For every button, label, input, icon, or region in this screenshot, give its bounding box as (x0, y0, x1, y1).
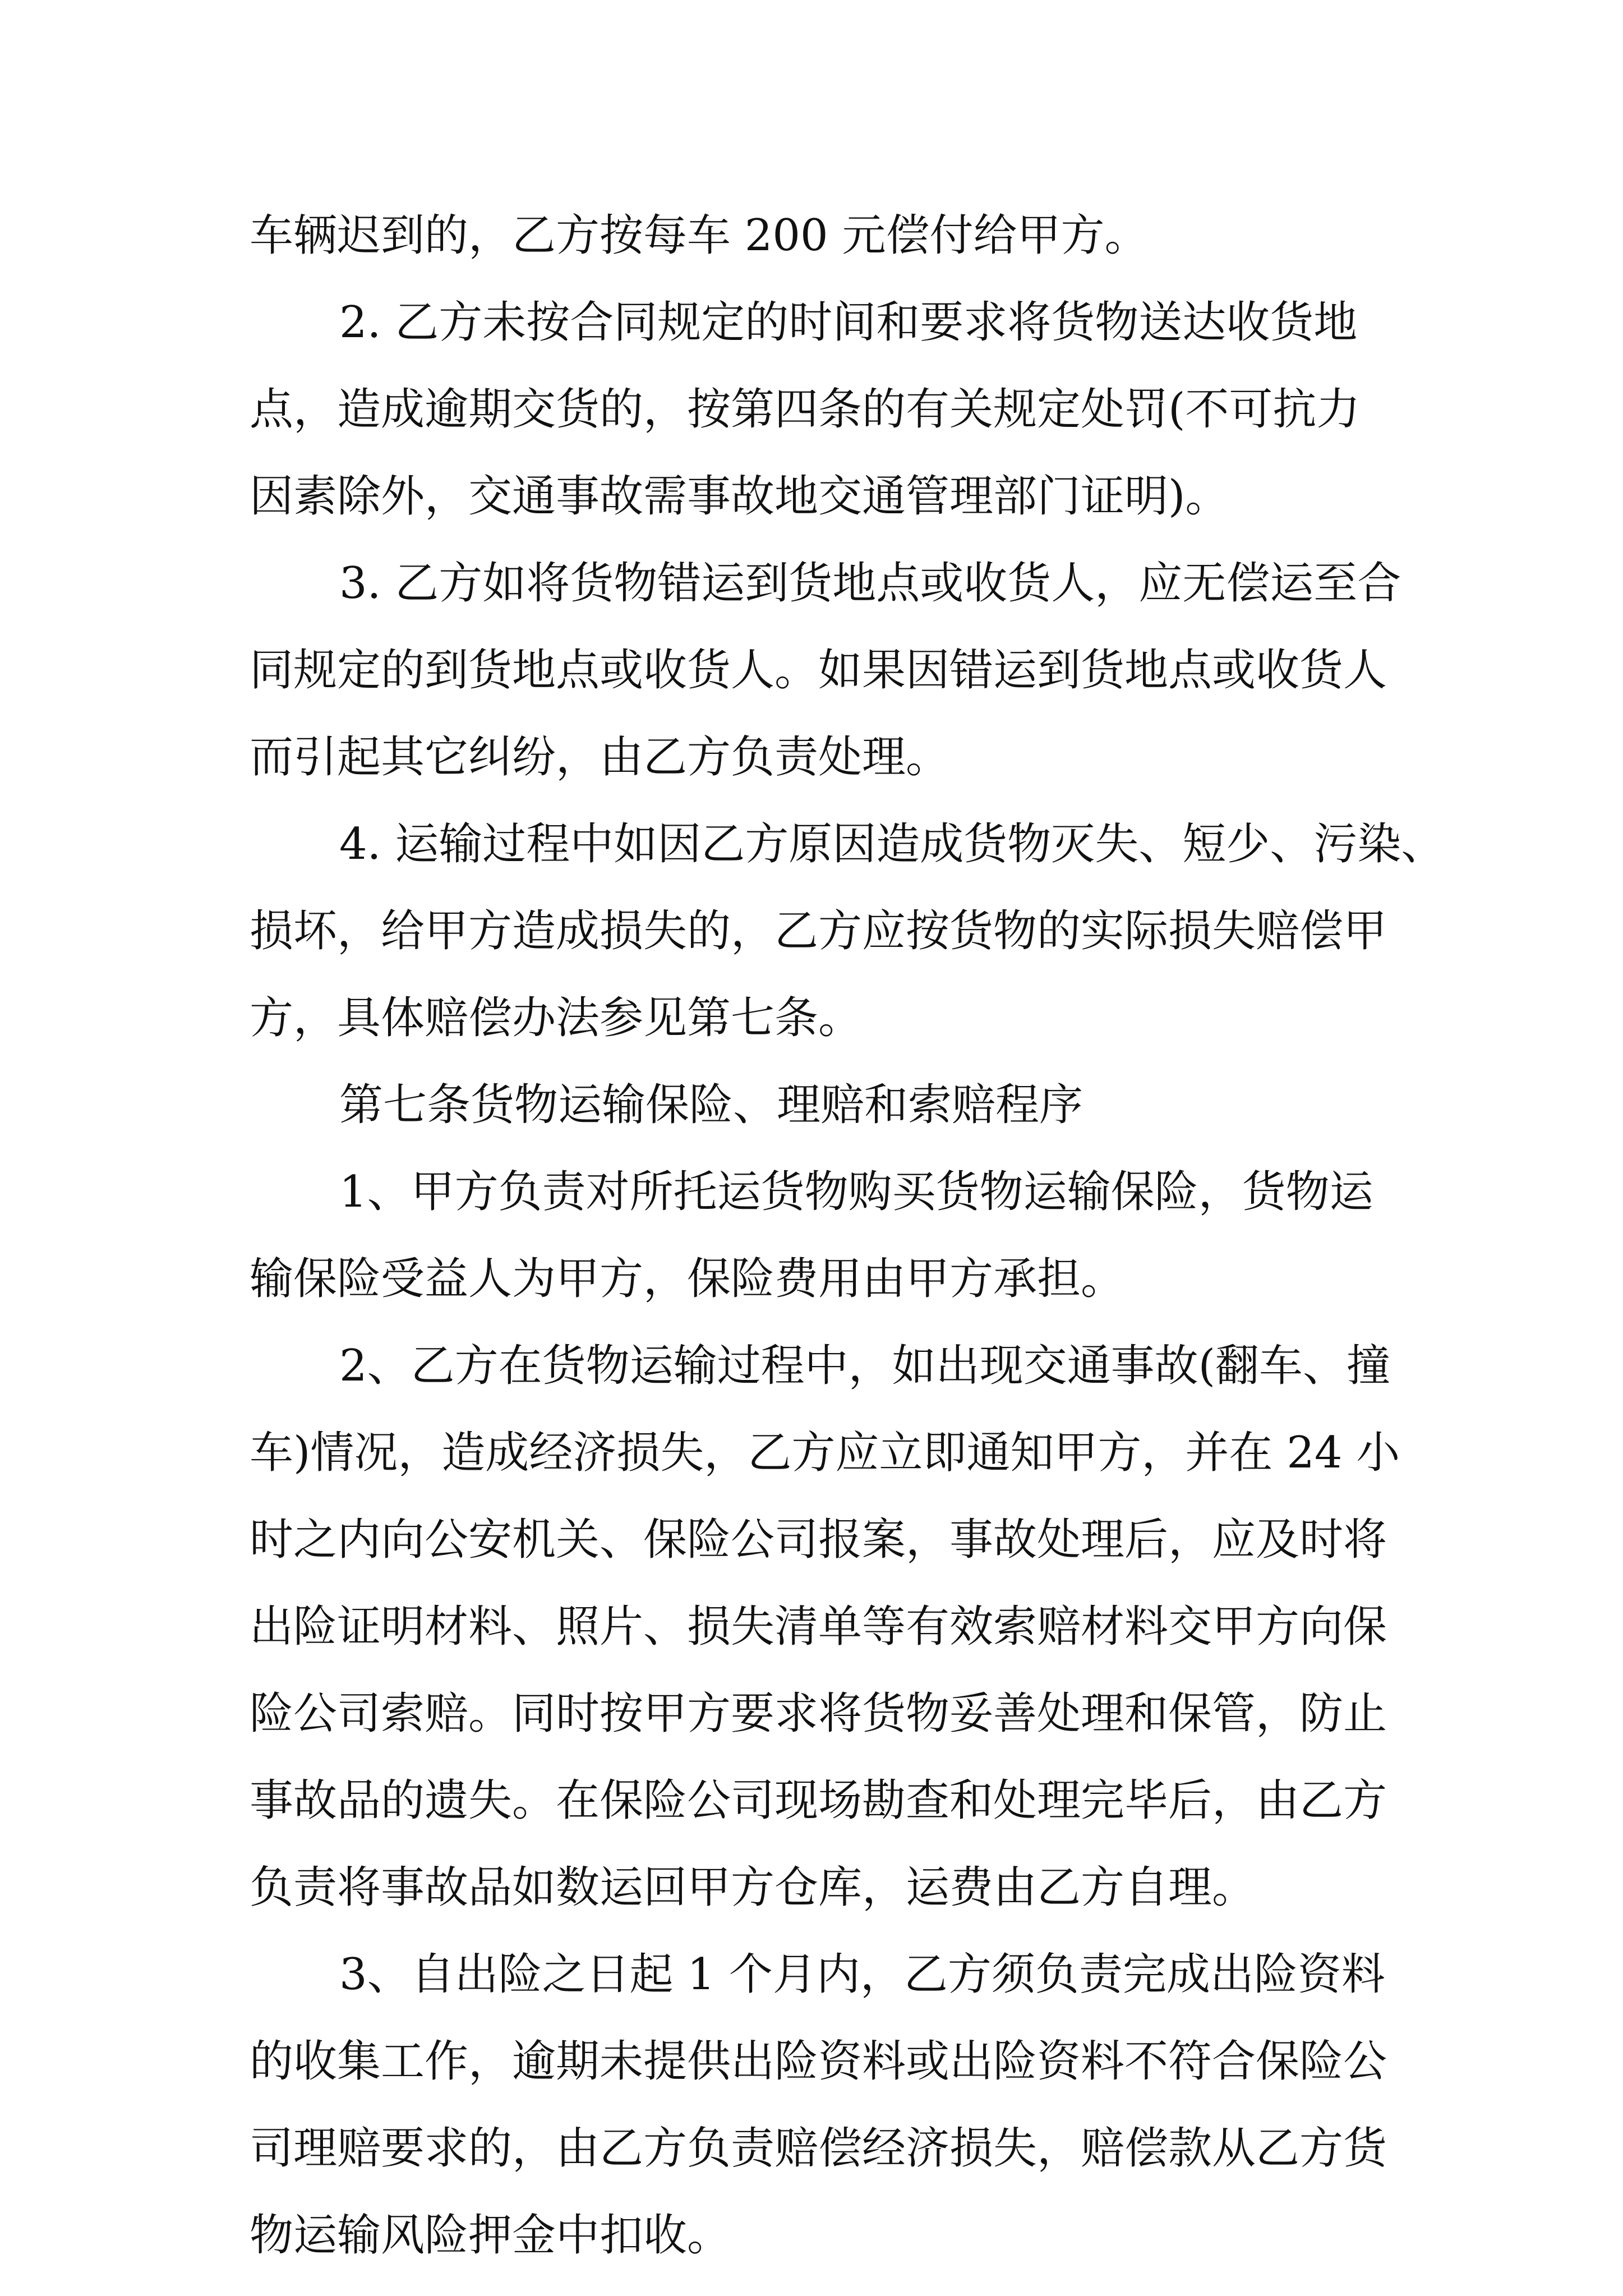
text-line: 时之内向公安机关、保险公司报案，事故处理后，应及时将 (250, 1515, 1387, 1565)
text-line: 车辆迟到的，乙方按每车 200 元偿付给甲方。 (250, 210, 1149, 261)
text-line: 3、自出险之日起 1 个月内，乙方须负责完成出险资料 (339, 1949, 1385, 2000)
text-line: 险公司索赔。同时按甲方要求将货物妥善处理和保管，防止 (250, 1688, 1387, 1739)
text-line: 输保险受益人为甲方，保险费用由甲方承担。 (250, 1254, 1125, 1304)
text-line: 车)情况，造成经济损失，乙方应立即通知甲方，并在 24 小 (250, 1428, 1400, 1478)
text-line: 2、乙方在货物运输过程中，如出现交通事故(翻车、撞 (339, 1341, 1391, 1391)
text-line: 因素除外，交通事故需事故地交通管理部门证明)。 (250, 471, 1229, 522)
text-line: 而引起其它纠纷，由乙方负责处理。 (250, 732, 950, 783)
text-line: 出险证明材料、照片、损失清单等有效索赔材料交甲方向保 (250, 1602, 1387, 1652)
text-line: 2. 乙方未按合同规定的时间和要求将货物送达收货地 (339, 297, 1358, 348)
text-line: 4. 运输过程中如因乙方原因造成货物灭失、短少、污染、 (339, 819, 1445, 869)
text-line: 物运输风险押金中扣收。 (250, 2210, 731, 2261)
section-heading: 第七条货物运输保险、理赔和索赔程序 (339, 1080, 1083, 1130)
text-line: 事故品的遗失。在保险公司现场勘查和处理完毕后，由乙方 (250, 1775, 1387, 1826)
text-line: 方，具体赔偿办法参见第七条。 (250, 993, 863, 1043)
text-line: 同规定的到货地点或收货人。如果因错运到货地点或收货人 (250, 645, 1387, 696)
text-line: 的收集工作，逾期未提供出险资料或出险资料不符合保险公 (250, 2036, 1387, 2087)
text-line: 3. 乙方如将货物错运到货地点或收货人，应无偿运至合 (339, 558, 1401, 609)
text-line: 司理赔要求的，由乙方负责赔偿经济损失，赔偿款从乙方货 (250, 2123, 1387, 2174)
text-line: 损坏，给甲方造成损失的，乙方应按货物的实际损失赔偿甲 (250, 906, 1387, 956)
text-line: 1、甲方负责对所托运货物购买货物运输保险，货物运 (339, 1167, 1373, 1217)
text-line: 负责将事故品如数运回甲方仓库，运费由乙方自理。 (250, 1862, 1256, 1913)
text-line: 点，造成逾期交货的，按第四条的有关规定处罚(不可抗力 (250, 384, 1361, 435)
